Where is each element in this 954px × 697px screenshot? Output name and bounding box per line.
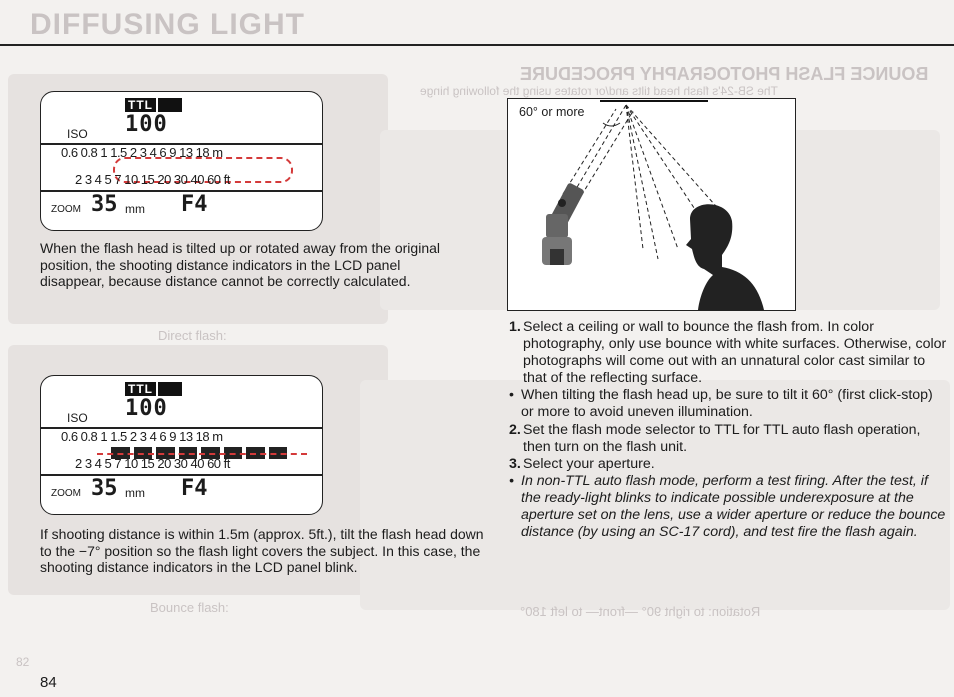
ghost-header-right: BOUNCE FLASH PHOTOGRAPHY PROCEDURE [520,64,929,84]
step-1-note [509,387,949,421]
caption-lcd-blinking: If shooting distance is within 1.5m (approx. 5ft.), tilt the flash head down to the −7° position so the flash light covers the subject. In this case, the shooting distance indicators in the LCD panel blink. [40,526,484,575]
ttl-label: TTL [125,98,156,112]
step-text: Set the flash mode selector to TTL for TTL auto flash operation, then turn on the flash unit. [523,421,921,455]
bounce-diagram [507,98,796,311]
bounce-illustration [508,99,795,310]
distance-scale-m: 0.6 0.8 1 1.5 2 3 4 6 9 13 18 m [61,429,223,444]
ghost-bottom: Rotation: to right 90° —front— to left 180° [520,604,761,619]
ttl-label: TTL [125,382,156,396]
step-number: 3. [509,455,521,472]
step-2 [509,422,949,456]
ttl-indicator [125,382,182,396]
zoom-value: 35 [91,192,118,217]
step-number: 1. [509,319,521,335]
bounce-mode-icon [158,98,182,112]
zoom-unit: mm [125,486,145,500]
distance-scale-m: 0.6 0.8 1 1.5 2 3 4 6 9 13 18 m [61,145,223,160]
page-number: 84 [40,674,57,691]
iso-label: ISO [67,127,88,141]
subject-silhouette-icon [686,204,764,310]
note-text: When tilting the flash head up, be sure to tilt it 60° (first click-stop) or more to avoid uneven illumination. [521,387,933,421]
instruction-list [509,319,949,541]
step-number: 2. [509,421,521,438]
ghost-top-small: The SB-24's flash head tilts and/or rotates using the following hinge [420,84,778,98]
step-3 [509,456,949,473]
iso-label: ISO [67,411,88,425]
caption-lcd-normal: When the flash head is tilted up or rotated away from the original position, the shooting distance indicators in the LCD panel disappear, because distance cannot be correctly calculated. [40,240,440,289]
zoom-unit: mm [125,202,145,216]
angle-label: 60° or more [519,105,585,119]
ghost-direct: Direct flash: [158,328,227,343]
aperture-value: F4 [181,476,208,501]
zoom-label: ZOOM [51,488,81,499]
step-1 [509,319,949,387]
step-text: Select your aperture. [523,455,655,472]
distance-scale-ft: 2 3 4 5 7 10 15 20 30 40 60 ft [75,456,230,471]
blink-dash-line [97,453,307,455]
ttl-indicator [125,98,182,112]
step-3-note [509,473,949,541]
iso-value: 100 [125,396,168,421]
aperture-value: F4 [181,192,208,217]
flash-unit-icon [542,182,585,265]
step-text: Select a ceiling or wall to bounce the flash from. In color photography, only use bounce with white surfaces. Otherwise, color photographs will come out with an unnatural color cast similar to that of the reflecting surface. [523,319,947,387]
lcd-panel-blinking [40,375,323,515]
ghost-page: 82 [16,655,30,669]
lcd-panel-normal [40,91,323,231]
zoom-label: ZOOM [51,204,81,215]
zoom-value: 35 [91,476,118,501]
header-rule [0,44,954,46]
note-text: In non-TTL auto flash mode, perform a test firing. After the test, if the ready-light blinks to indicate possible underexposure at the aperture set on the lens, use a wider aperture or reduce the bounce distance (by using an SC-17 cord), and test fire the flash again. [521,472,946,541]
ghost-header-left: DIFFUSING LIGHT [30,8,305,41]
bounce-mode-icon [158,382,182,396]
distance-scale-ft: 2 3 4 5 7 10 15 20 30 40 60 ft [75,172,230,187]
iso-value: 100 [125,112,168,137]
ghost-bounce: Bounce flash: [150,600,229,615]
